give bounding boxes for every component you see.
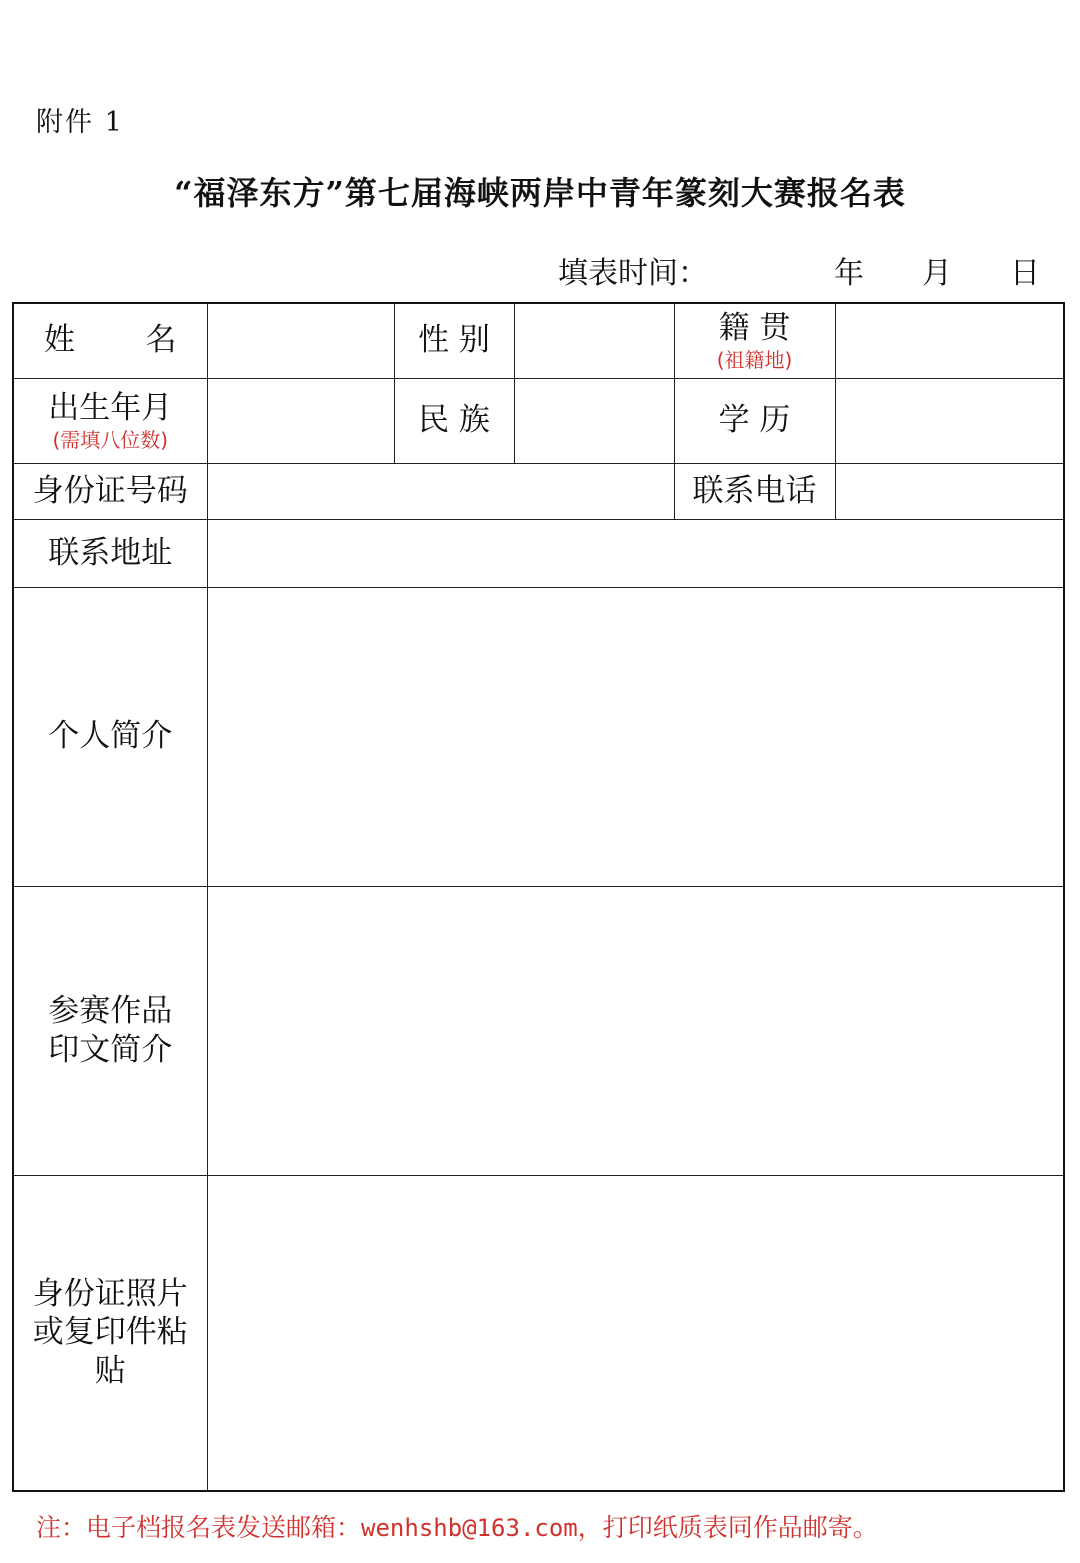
ethnicity-label: 民 族 — [418, 402, 490, 439]
table-row — [13, 463, 1064, 519]
photo-label-line1: 身份证照片 — [32, 1275, 188, 1312]
work-label-line2: 印文简介 — [48, 1031, 173, 1068]
note-suffix: ，打印纸质表同作品邮寄。 — [577, 1513, 878, 1542]
table-row — [13, 303, 1064, 378]
table-row — [13, 1175, 1064, 1491]
registration-form-table — [12, 302, 1065, 1492]
work-value-cell[interactable] — [207, 886, 1064, 1175]
education-label: 学 历 — [718, 402, 791, 439]
gender-label: 性 别 — [418, 322, 490, 359]
annex-label: 附件 1 — [36, 107, 124, 138]
footer-note — [36, 1508, 878, 1544]
address-label-cell — [13, 519, 207, 587]
id-number-label-cell — [13, 463, 207, 519]
name-value-cell[interactable] — [207, 303, 394, 378]
id-number-value-cell[interactable] — [207, 463, 674, 519]
year-label: 年 — [834, 256, 864, 291]
education-label-cell — [674, 378, 835, 463]
month-label: 月 — [922, 256, 952, 291]
fill-date-label: 填表时间： — [558, 256, 708, 291]
address-label: 联系地址 — [48, 534, 173, 571]
birth-value-cell[interactable] — [207, 378, 394, 463]
ethnicity-value-cell[interactable] — [514, 378, 674, 463]
name-label-2: 名 — [145, 322, 177, 359]
name-label-1: 姓 — [44, 322, 75, 359]
bio-label: 个人简介 — [48, 718, 173, 755]
table-row — [13, 587, 1064, 886]
day-label: 日 — [1010, 256, 1040, 291]
form-title: “福泽东方”第七届海峡两岸中青年篆刻大赛报名表 — [174, 174, 906, 212]
birth-label: 出生年月 — [48, 390, 173, 427]
bio-value-cell[interactable] — [207, 587, 1064, 886]
photo-label-line3: 贴 — [94, 1353, 126, 1390]
phone-label: 联系电话 — [692, 472, 817, 509]
work-label-cell — [13, 886, 207, 1175]
phone-label-cell — [674, 463, 835, 519]
table-row — [13, 378, 1064, 463]
birth-label-cell — [13, 378, 207, 463]
education-value-cell[interactable] — [835, 378, 1064, 463]
fill-date — [558, 248, 1040, 292]
table-row — [13, 886, 1064, 1175]
gender-label-cell — [394, 303, 514, 378]
photo-label-cell — [13, 1175, 207, 1491]
work-label-line1: 参赛作品 — [48, 992, 173, 1029]
origin-label: 籍 贯 — [718, 310, 791, 347]
birth-note: (需填八位数) — [52, 427, 169, 452]
note-prefix: 注：电子档报名表发送邮箱： — [36, 1513, 362, 1542]
photo-label-line2: 或复印件粘 — [32, 1314, 188, 1351]
origin-value-cell[interactable] — [835, 303, 1064, 378]
phone-value-cell[interactable] — [835, 463, 1064, 519]
ethnicity-label-cell — [394, 378, 514, 463]
origin-label-cell — [674, 303, 835, 378]
name-label-cell — [13, 303, 207, 378]
photo-value-cell[interactable] — [207, 1175, 1064, 1491]
origin-note: (祖籍地) — [716, 348, 793, 373]
address-value-cell[interactable] — [207, 519, 1064, 587]
id-number-label: 身份证号码 — [32, 472, 188, 509]
email-address[interactable]: wenhshb@163.com — [361, 1514, 578, 1542]
table-row — [13, 519, 1064, 587]
bio-label-cell — [13, 587, 207, 886]
gender-value-cell[interactable] — [514, 303, 674, 378]
